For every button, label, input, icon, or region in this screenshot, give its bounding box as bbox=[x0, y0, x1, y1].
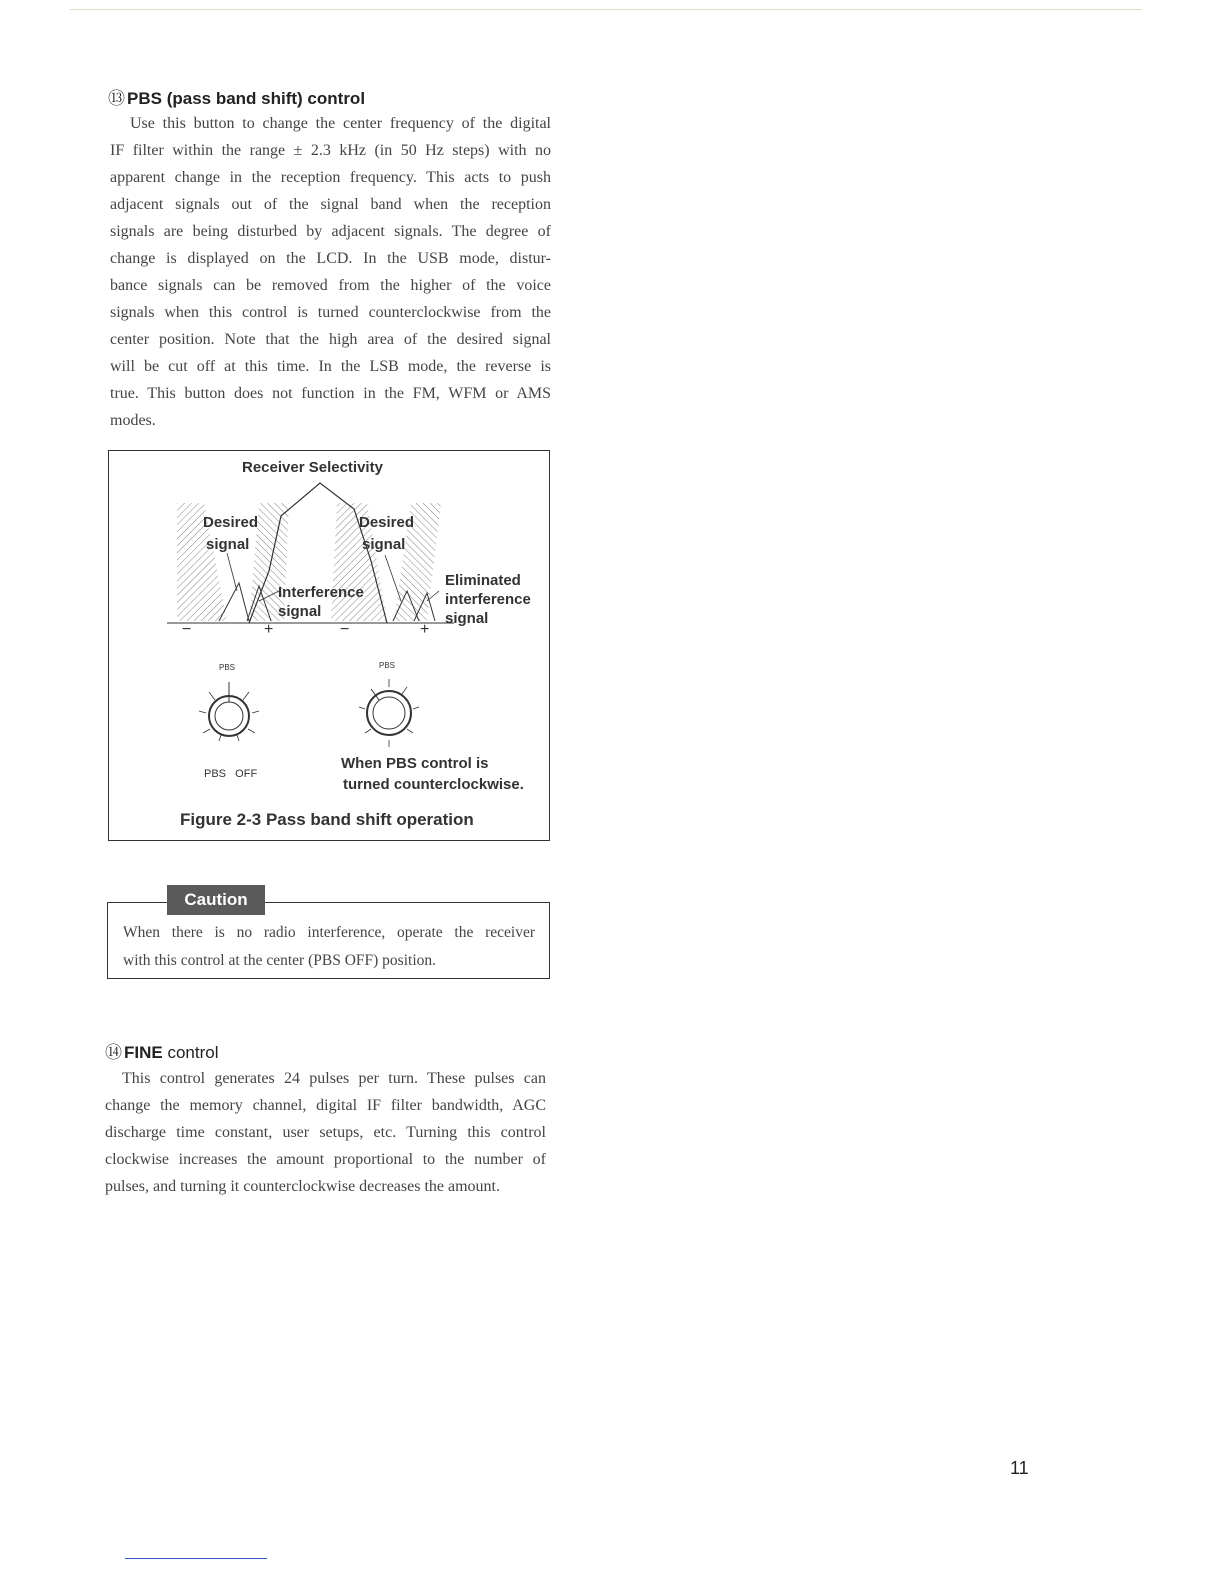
fine-line: discharge time constant, user setups, etc. Turning this control bbox=[105, 1124, 546, 1141]
pbs-paragraph bbox=[110, 110, 551, 434]
pbs-line: will be cut off at this time. In the LSB mode, the reverse is bbox=[110, 358, 551, 375]
pbs-knob-centered bbox=[199, 682, 259, 741]
left-plus-sign: + bbox=[264, 621, 274, 638]
left-interference-label-1: Interference bbox=[278, 584, 364, 601]
caution-label: Caution bbox=[167, 885, 265, 915]
right-desired-leader bbox=[385, 555, 401, 601]
pbs-off-label: PBS OFF bbox=[204, 768, 258, 780]
caution-line-2: with this control at the center (PBS OFF) position. bbox=[123, 952, 436, 969]
pbs-heading-rest: (pass band shift) control bbox=[166, 89, 366, 108]
left-desired-label-1: Desired bbox=[203, 514, 259, 531]
pbs-line: true. This button does not function in the FM, WFM or AMS bbox=[110, 385, 551, 402]
pbs-line: center position. Note that the high area of the desired signal bbox=[110, 331, 551, 348]
right-minus-sign: − bbox=[340, 621, 350, 638]
top-rule bbox=[70, 9, 1142, 10]
left-desired-leader bbox=[227, 553, 237, 591]
fine-line: pulses, and turning it counterclockwise decreases the amount. bbox=[105, 1178, 500, 1195]
right-desired-label-1: Desired bbox=[359, 514, 415, 531]
fine-heading bbox=[105, 1038, 219, 1063]
fine-line: This control generates 24 pulses per turn. These pulses can bbox=[122, 1070, 546, 1087]
ccw-label-2: turned counterclockwise. bbox=[343, 776, 524, 793]
fine-heading-bold: FINE bbox=[124, 1043, 163, 1062]
fine-section-number: ⑭ bbox=[105, 1043, 122, 1063]
pbs-line: signals when this control is turned counterclockwise from the bbox=[110, 304, 551, 321]
left-desired-label-2: signal bbox=[206, 536, 250, 553]
figure-pass-band-shift bbox=[108, 450, 550, 841]
fine-heading-rest: control bbox=[167, 1043, 219, 1062]
pbs-line: Use this button to change the center frequency of the digital bbox=[130, 115, 551, 132]
fine-line: clockwise increases the amount proportional to the number of bbox=[105, 1151, 546, 1168]
ccw-label-1: When PBS control is bbox=[341, 755, 489, 772]
pbs-heading-bold: PBS bbox=[127, 89, 162, 108]
fine-line: change the memory channel, digital IF filter bandwidth, AGC bbox=[105, 1097, 546, 1114]
eliminated-label-3: signal bbox=[445, 610, 489, 627]
pbs-heading bbox=[108, 84, 365, 109]
knob-label-left: PBS bbox=[219, 663, 236, 672]
figure-header: Receiver Selectivity bbox=[242, 459, 383, 476]
pbs-line: change is displayed on the LCD. In the USB mode, distur- bbox=[110, 250, 551, 267]
right-desired-label-2: signal bbox=[362, 536, 406, 553]
pbs-line: modes. bbox=[110, 412, 156, 429]
pbs-line: signals are being disturbed by adjacent signals. The degree of bbox=[110, 223, 551, 240]
pbs-line: adjacent signals out of the signal band when the reception bbox=[110, 196, 551, 213]
page-number: 11 bbox=[1010, 1458, 1029, 1478]
caution-line-1: When there is no radio interference, operate the receiver bbox=[123, 924, 535, 941]
left-minus-sign: − bbox=[182, 621, 192, 638]
pbs-knob-counterclockwise bbox=[359, 679, 419, 747]
eliminated-label-2: interference bbox=[445, 591, 531, 608]
pbs-section-number: ⑬ bbox=[108, 89, 125, 109]
pbs-line: IF filter within the range ± 2.3 kHz (in 50 Hz steps) with no bbox=[110, 142, 551, 159]
pbs-line: bance signals can be removed from the higher of the voice bbox=[110, 277, 551, 294]
pbs-line: apparent change in the reception frequency. This acts to push bbox=[110, 169, 551, 186]
caution-text bbox=[123, 919, 535, 975]
eliminated-label-1: Eliminated bbox=[445, 572, 521, 589]
bottom-rule bbox=[125, 1558, 267, 1559]
left-interference-label-2: signal bbox=[278, 603, 322, 620]
figure-caption: Figure 2-3 Pass band shift operation bbox=[180, 810, 474, 829]
right-plus-sign: + bbox=[420, 621, 430, 638]
knob-label-right: PBS bbox=[379, 661, 396, 670]
fine-paragraph bbox=[105, 1065, 546, 1200]
